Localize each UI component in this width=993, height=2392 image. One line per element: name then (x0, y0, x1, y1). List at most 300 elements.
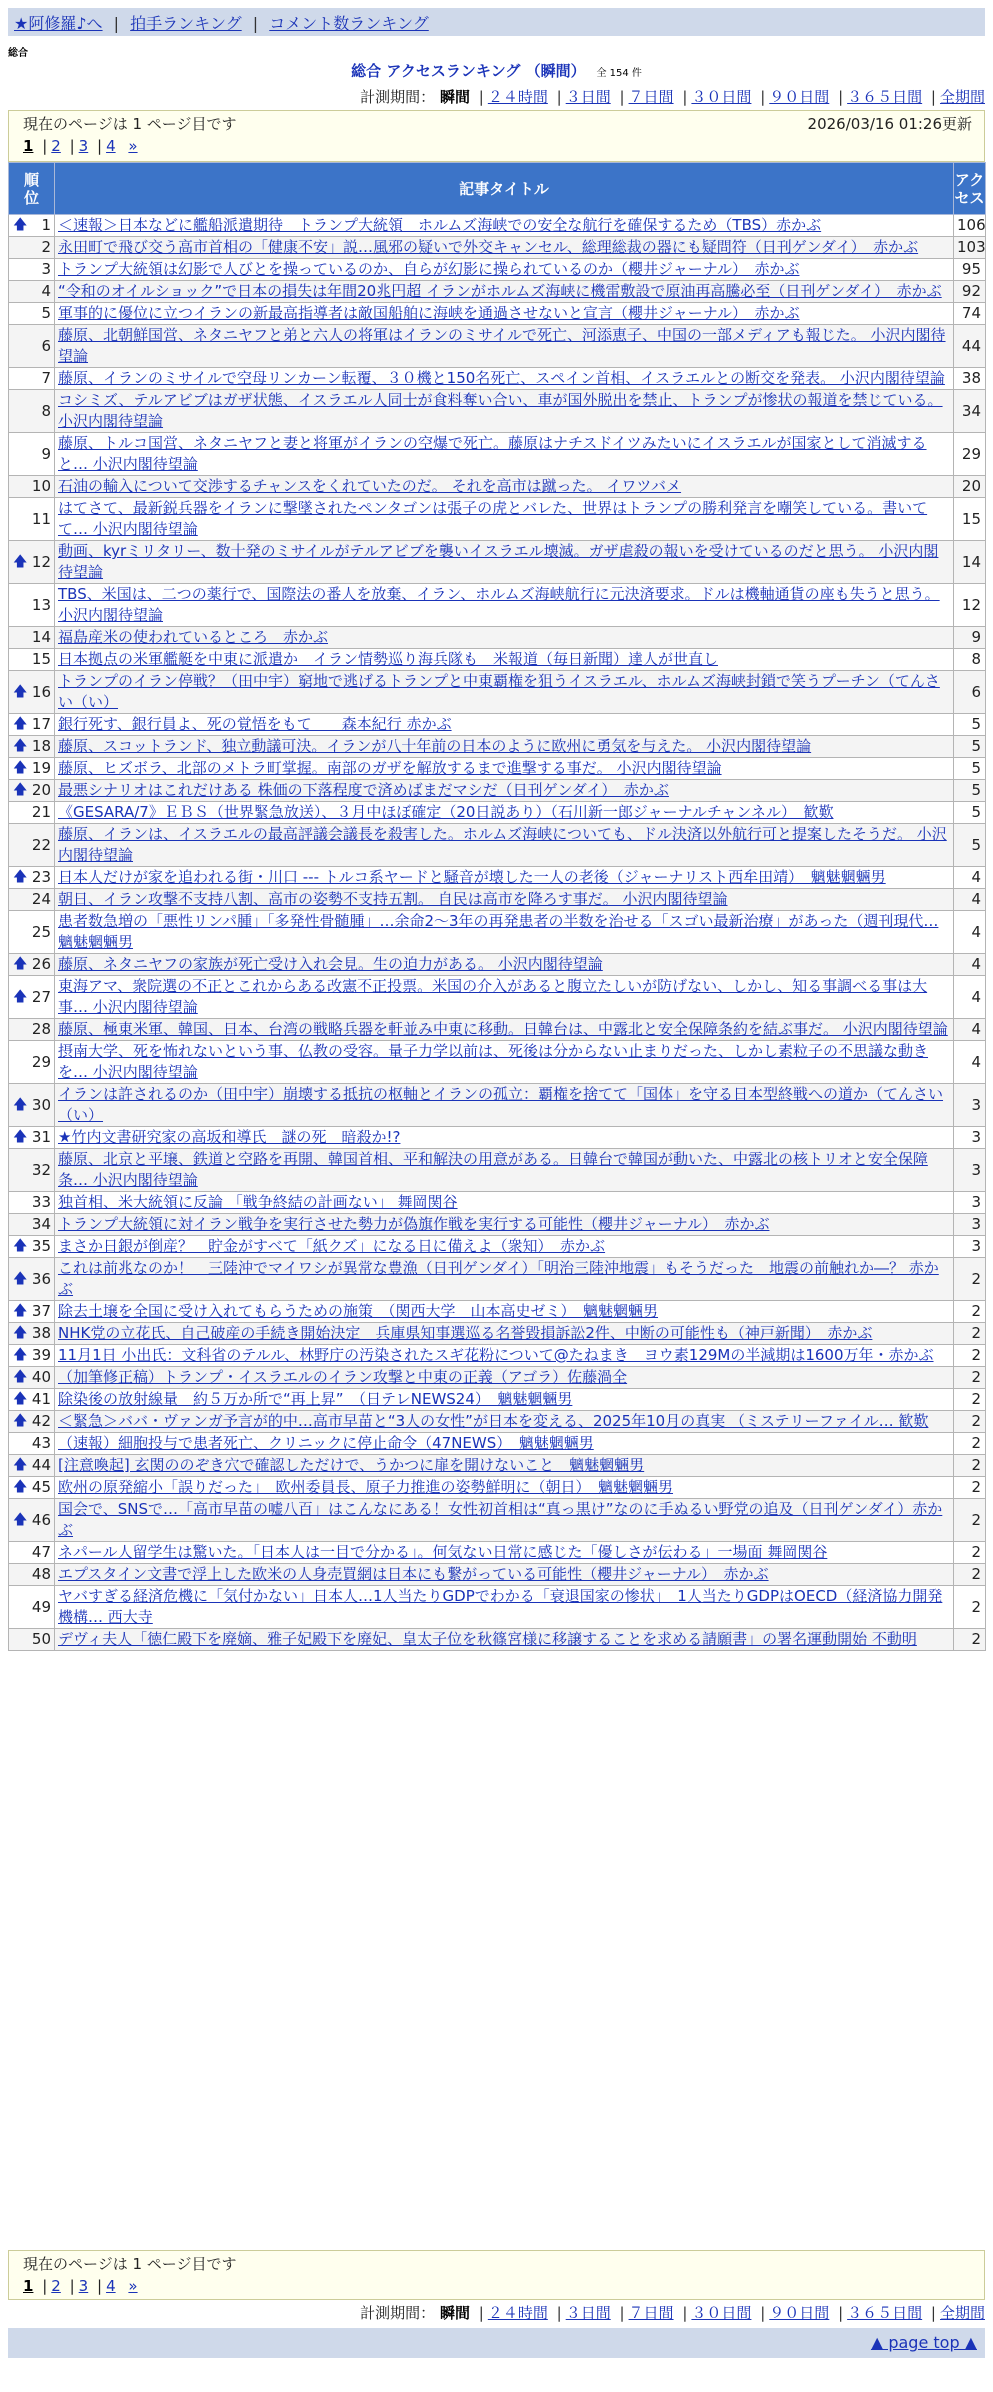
article-title-link[interactable]: 藤原、北京と平壌、鉄道と空路を再開、韓国首相、平和解決の用意がある。日韓台で韓国が動いた、中露北の核トリオと安全保障条… 小沢内閣待望論 (58, 1150, 928, 1189)
rank-cell (9, 976, 55, 1019)
clap-ranking-link[interactable]: 拍手ランキング (130, 14, 242, 33)
title-cell (55, 584, 954, 627)
article-title-link[interactable]: 軍事的に優位に立つイランの新最高指導者は敵国船舶に海峡を通過させないと宣言（櫻井ジャーナル） 赤かぶ (58, 304, 800, 322)
table-row (9, 1367, 986, 1389)
rank-cell (9, 736, 55, 758)
rank-cell (9, 303, 55, 325)
rank-cell (9, 627, 55, 649)
rank-cell (9, 1433, 55, 1455)
page-next-link[interactable]: » (128, 137, 138, 155)
rank-cell (9, 476, 55, 498)
table-row (9, 584, 986, 627)
page-link-2[interactable]: 2 (51, 137, 61, 155)
rank-number: 47 (31, 1543, 51, 1561)
rank-number: 30 (31, 1095, 51, 1114)
rank-number: 32 (31, 1160, 51, 1179)
rank-cell (9, 1192, 55, 1214)
arrow-up-icon: 🡅 (13, 1238, 28, 1254)
rank-number: 2 (41, 238, 51, 256)
access-count: 3 (954, 1149, 986, 1192)
table-row (9, 259, 986, 281)
rank-number: 45 (31, 1478, 51, 1496)
arrow-up-icon: 🡅 (13, 1096, 28, 1113)
title-cell (55, 215, 954, 237)
rank-cell (9, 259, 55, 281)
access-count: 44 (954, 325, 986, 368)
title-cell (55, 1019, 954, 1041)
table-row (9, 1477, 986, 1499)
table-row (9, 1323, 986, 1345)
access-count: 2 (954, 1258, 986, 1301)
table-row (9, 1564, 986, 1586)
article-title-link[interactable]: 永田町で飛び交う高市首相の「健康不安」説…風邪の疑いで外交キャンセル、総理総裁の器にも疑問符（日刊ゲンダイ） 赤かぶ (58, 238, 919, 256)
period-option-365d[interactable]: ３６５日間 (847, 88, 923, 106)
rank-cell (9, 368, 55, 390)
nav-separator: | (252, 14, 259, 33)
title-cell (55, 237, 954, 259)
article-title-link[interactable]: ネパール人留学生は驚いた。「日本人は一目で分かる」。何気ない日常に感じた「優しさが伝わる」一場面 舞岡関谷 (58, 1543, 828, 1561)
article-title-link[interactable]: 藤原、北朝鮮国営、ネタニヤフと弟と六人の将軍はイランのミサイルで死亡、河添恵子、中国の一部メディアも報じた。 小沢内閣待望論 (58, 326, 946, 365)
rank-number: 25 (31, 922, 51, 941)
rank-number: 20 (31, 781, 51, 799)
article-title-link[interactable]: 日本人だけが家を追われる街・川口 --- トルコ系ヤードと騒音が壊した一人の老後（ジャーナリスト西牟田靖） 魑魅魍魎男 (58, 868, 886, 886)
table-row (9, 736, 986, 758)
page-current: 1 (23, 137, 34, 155)
access-count: 5 (954, 824, 986, 867)
access-count: 2 (954, 1629, 986, 1651)
rank-number: 43 (31, 1434, 51, 1452)
period-option-90d[interactable]: ９０日間 (769, 88, 830, 106)
top-nav-bar (8, 8, 985, 36)
access-count: 14 (954, 541, 986, 584)
article-title-link[interactable]: ★竹内文書研究家の高坂和導氏 謎の死 暗殺か!? (58, 1128, 401, 1146)
table-row (9, 889, 986, 911)
article-title-link[interactable]: ＜速報＞日本などに艦船派遣期待 トランプ大統領 ホルムズ海峡での安全な航行を確保するため（TBS）赤かぶ (58, 216, 822, 234)
rank-cell (9, 390, 55, 433)
access-count: 106 (954, 215, 986, 237)
article-title-link[interactable]: トランプ大統領に対イラン戦争を実行させた勢力が偽旗作戦を実行する可能性（櫻井ジャーナル） 赤かぶ (58, 1215, 770, 1233)
rank-number: 1 (41, 216, 51, 234)
rank-cell (9, 1258, 55, 1301)
table-row (9, 1127, 986, 1149)
ranking-heading (0, 60, 993, 81)
rank-cell (9, 1542, 55, 1564)
title-cell (55, 303, 954, 325)
rank-number: 21 (31, 803, 51, 821)
article-title-link[interactable]: 国会で、SNSで…「高市早苗の嘘八百」はこんなにある！女性初首相は“真っ黒け”なのに手ぬるい野党の追及（日刊ゲンダイ）赤かぶ (58, 1500, 943, 1539)
access-count: 2 (954, 1499, 986, 1542)
table-row (9, 1041, 986, 1084)
header-rank: 順位 (9, 163, 55, 215)
access-count: 5 (954, 802, 986, 824)
table-row (9, 390, 986, 433)
arrow-up-icon: 🡅 (13, 1413, 28, 1429)
article-title-link[interactable]: 最悪シナリオはこれだけある 株価の下落程度で済めばまだマシだ（日刊ゲンダイ） 赤かぶ (58, 781, 669, 799)
access-count: 2 (954, 1367, 986, 1389)
access-count: 4 (954, 954, 986, 976)
access-count: 4 (954, 911, 986, 954)
home-link[interactable]: ★阿修羅♪へ (14, 14, 103, 33)
arrow-up-icon: 🡅 (13, 1511, 28, 1528)
period-option-30d[interactable]: ３０日間 (691, 88, 752, 106)
period-option-365d[interactable]: ３６５日間 (847, 2304, 923, 2322)
title-cell (55, 1389, 954, 1411)
table-row (9, 1301, 986, 1323)
arrow-up-icon: 🡅 (13, 1303, 28, 1319)
rank-cell (9, 541, 55, 584)
access-count: 2 (954, 1455, 986, 1477)
title-cell (55, 1084, 954, 1127)
article-title-link[interactable]: エプスタイン文書で浮上した欧米の人身売買網は日本にも繋がっている可能性（櫻井ジャーナル） 赤かぶ (58, 1565, 769, 1583)
access-count: 5 (954, 758, 986, 780)
title-cell (55, 889, 954, 911)
access-count: 4 (954, 889, 986, 911)
rank-number: 36 (31, 1269, 51, 1288)
arrow-up-icon: 🡅 (13, 988, 28, 1005)
arrow-up-icon: 🡅 (13, 1325, 28, 1341)
title-cell (55, 780, 954, 802)
article-title-link[interactable]: 藤原、スコットランド、独立動議可決。イランが八十年前の日本のように欧州に勇気を与えた。 小沢内閣待望論 (58, 737, 812, 755)
table-row (9, 1019, 986, 1041)
rank-cell (9, 889, 55, 911)
table-row (9, 237, 986, 259)
page-title: 総合 アクセスランキング （瞬間） (351, 62, 586, 80)
table-row (9, 303, 986, 325)
article-title-link[interactable]: 藤原、ヒズボラ、北部のメトラ町掌握。南部のガザを解放するまで進撃する事だ。 小沢内閣待望論 (58, 759, 722, 777)
article-title-link[interactable]: 患者数急増の「悪性リンパ腫」「多発性骨髄腫」…余命2～3年の再発患者の半数を治せる「スゴい最新治療」があった（週刊現代… 魑魅魍魎男 (58, 912, 939, 951)
title-cell (55, 1629, 954, 1651)
period-current: 瞬間 (439, 2304, 470, 2322)
table-row (9, 758, 986, 780)
article-title-link[interactable]: 藤原、イランは、イスラエルの最高評議会議長を殺害した。ホルムズ海峡についても、ドル決済以外航行可と提案したそうだ。 小沢内閣待望論 (58, 825, 947, 864)
title-cell (55, 498, 954, 541)
access-count: 2 (954, 1345, 986, 1367)
article-title-link[interactable]: 石油の輸入について交渉するチャンスをくれていたのだ。 それを高市は蹴った。 イワツバメ (58, 477, 682, 495)
access-count: 8 (954, 649, 986, 671)
table-row (9, 1084, 986, 1127)
table-row (9, 1214, 986, 1236)
table-row (9, 911, 986, 954)
arrow-up-icon: 🡅 (13, 1391, 28, 1407)
rank-number: 39 (31, 1346, 51, 1364)
article-title-link[interactable]: 11月1日 小出氏：文科省のテルル、林野庁の汚染されたスギ花粉について@たねまき ヨウ素129Mの半減期は1600万年・赤かぶ (58, 1346, 934, 1364)
page-link-4[interactable]: 4 (106, 137, 116, 155)
title-cell (55, 1323, 954, 1345)
arrow-up-icon: 🡅 (13, 683, 28, 700)
updated-timestamp: 2026/03/16 01:26更新 (807, 115, 972, 133)
period-option-90d[interactable]: ９０日間 (769, 2304, 830, 2322)
rank-cell (9, 1127, 55, 1149)
rank-cell (9, 1629, 55, 1651)
arrow-up-icon: 🡅 (13, 217, 28, 233)
table-row (9, 1411, 986, 1433)
access-count: 2 (954, 1301, 986, 1323)
rank-cell (9, 584, 55, 627)
title-cell (55, 476, 954, 498)
article-title-link[interactable]: NHK党の立花氏、自己破産の手続き開始決定 兵庫県知事選巡る名誉毀損訴訟2件、中断の可能性も（神戸新聞） 赤かぶ (58, 1324, 873, 1342)
access-count: 3 (954, 1192, 986, 1214)
pagination: 1 | 2 | 3 | 4 » (23, 137, 138, 155)
period-current: 瞬間 (439, 88, 470, 106)
access-count: 12 (954, 584, 986, 627)
article-title-link[interactable]: イランは許されるのか（田中宇）崩壊する抵抗の枢軸とイランの孤立：覇権を捨てて「国体」を守る日本型終戦への道か（てんさい（い） (58, 1085, 944, 1124)
article-title-link[interactable]: 藤原、ネタニヤフの家族が死亡受け入れ会見。生の迫力がある。 小沢内閣待望論 (58, 955, 603, 973)
table-row (9, 325, 986, 368)
rank-number: 7 (41, 369, 51, 387)
article-count: 全 154 件 (596, 68, 642, 79)
access-count: 34 (954, 390, 986, 433)
access-count: 38 (954, 368, 986, 390)
arrow-up-icon: 🡅 (13, 1369, 28, 1385)
access-count: 3 (954, 1084, 986, 1127)
access-count: 3 (954, 1236, 986, 1258)
title-cell (55, 714, 954, 736)
period-option-3d[interactable]: ３日間 (565, 88, 611, 106)
rank-number: 26 (31, 955, 51, 973)
table-row (9, 780, 986, 802)
rank-number: 4 (41, 282, 51, 300)
arrow-up-icon: 🡅 (13, 1270, 28, 1287)
rank-cell (9, 649, 55, 671)
access-count: 5 (954, 736, 986, 758)
article-title-link[interactable]: 藤原、極東米軍、韓国、日本、台湾の戦略兵器を軒並み中東に移動。日韓台は、中露北と安全保障条約を結ぶ事だ。 小沢内閣待望論 (58, 1020, 948, 1038)
article-title-link[interactable]: コシミズ、テルアビブはガザ状態、イスラエル人同士が食料奪い合い、車が国外脱出を禁止、トランプが惨状の報道を禁じている。 小沢内閣待望論 (58, 391, 943, 430)
rank-cell (9, 1455, 55, 1477)
table-row (9, 1433, 986, 1455)
page-link-4[interactable]: 4 (106, 2277, 116, 2295)
access-count: 74 (954, 303, 986, 325)
access-count: 92 (954, 281, 986, 303)
title-cell (55, 1586, 954, 1629)
rank-cell (9, 325, 55, 368)
title-cell (55, 758, 954, 780)
rank-number: 10 (31, 477, 51, 495)
rank-number: 8 (41, 401, 51, 420)
title-cell (55, 802, 954, 824)
arrow-up-icon: 🡅 (13, 1479, 28, 1495)
article-title-link[interactable]: 朝日、イラン攻撃不支持八割、高市の姿勢不支持五割。 自民は高市を降ろす事だ。 小沢内閣待望論 (58, 890, 728, 908)
arrow-up-icon: 🡅 (13, 1129, 28, 1145)
rank-cell (9, 1019, 55, 1041)
article-title-link[interactable]: デヴィ夫人「徳仁殿下を廃嫡、雅子妃殿下を廃妃、皇太子位を秋篠宮様に移譲することを求める請願書」の署名運動開始 不動明 (58, 1630, 917, 1648)
access-count: 103 (954, 237, 986, 259)
pagination: 1 | 2 | 3 | 4 » (23, 2277, 138, 2295)
access-count: 2 (954, 1389, 986, 1411)
header-access: アクセス (954, 163, 986, 215)
rank-cell (9, 1084, 55, 1127)
ranking-table-body (9, 215, 986, 1651)
arrow-up-icon: 🡅 (13, 956, 28, 972)
title-cell (55, 1149, 954, 1192)
period-option-24h[interactable]: ２４時間 (487, 2304, 548, 2322)
arrow-up-icon: 🡅 (13, 1457, 28, 1473)
rank-number: 41 (31, 1390, 51, 1408)
title-cell (55, 649, 954, 671)
header-title: 記事タイトル (55, 163, 954, 215)
rank-cell (9, 1301, 55, 1323)
period-option-all[interactable]: 全期間 (939, 2304, 985, 2322)
rank-number: 42 (31, 1412, 51, 1430)
table-row (9, 1345, 986, 1367)
rank-cell (9, 714, 55, 736)
ranking-table (8, 162, 986, 1651)
article-title-link[interactable]: 銀行死す、銀行員よ、死の覚悟をもて 森本紀行 赤かぶ (58, 715, 452, 733)
rank-number: 40 (31, 1368, 51, 1386)
table-row (9, 649, 986, 671)
rank-number: 24 (31, 890, 51, 908)
rank-number: 34 (31, 1215, 51, 1233)
period-label: 計測期間： (360, 88, 436, 106)
rank-cell (9, 1564, 55, 1586)
page-next-link[interactable]: » (128, 2277, 138, 2295)
rank-cell (9, 498, 55, 541)
title-cell (55, 281, 954, 303)
article-title-link[interactable]: 東海アマ、衆院選の不正とこれからある改憲不正投票。米国の介入があると腹立たしいが防げない、しかし、知る事調べる事は大事… 小沢内閣待望論 (58, 977, 928, 1016)
rank-number: 5 (41, 304, 51, 322)
title-cell (55, 368, 954, 390)
rank-cell (9, 1323, 55, 1345)
rank-cell (9, 1367, 55, 1389)
article-title-link[interactable]: 独首相、米大統領に反論 「戦争終結の計画ない」 舞岡関谷 (58, 1193, 458, 1211)
table-row (9, 976, 986, 1019)
period-option-3d[interactable]: ３日間 (565, 2304, 611, 2322)
rank-number: 6 (41, 336, 51, 355)
arrow-up-icon: 🡅 (13, 1347, 28, 1363)
rank-number: 16 (31, 682, 51, 701)
table-row (9, 1542, 986, 1564)
title-cell (55, 1367, 954, 1389)
page-link-3[interactable]: 3 (78, 137, 89, 155)
arrow-up-icon: 🡅 (13, 738, 28, 754)
access-count: 20 (954, 476, 986, 498)
article-title-link[interactable]: TBS、米国は、二つの薬行で、国際法の番人を放棄、イラン、ホルムズ海峡航行に元決済要求。ドルは機軸通貨の座も失うと思う。 小沢内閣待望論 (58, 585, 940, 624)
access-count: 29 (954, 433, 986, 476)
rank-cell (9, 433, 55, 476)
comment-ranking-link[interactable]: コメント数ランキング (269, 14, 429, 33)
rank-number: 29 (31, 1052, 51, 1071)
rank-number: 17 (31, 715, 51, 733)
article-title-link[interactable]: 《GESARA/7》ＥＢＳ（世界緊急放送）、３月中ほぼ確定（20日説あり）（石川新一郎ジャーナルチャンネル） 歓歎 (58, 803, 834, 821)
article-title-link[interactable]: 藤原、トルコ国営、ネタニヤフと妻と将軍がイランの空爆で死亡。藤原はナチスドイツみたいにイスラエルが国家として消滅すると… 小沢内閣待望論 (58, 434, 927, 473)
title-cell (55, 627, 954, 649)
table-row (9, 433, 986, 476)
access-count: 4 (954, 1041, 986, 1084)
article-title-link[interactable]: 日本拠点の米軍艦艇を中東に派遣か イラン情勢巡り海兵隊も 米報道（毎日新聞）達人が世直し (58, 650, 719, 668)
access-count: 5 (954, 714, 986, 736)
rank-number: 22 (31, 835, 51, 854)
table-row (9, 824, 986, 867)
rank-number: 19 (31, 759, 51, 777)
rank-number: 3 (41, 260, 51, 278)
rank-cell (9, 758, 55, 780)
table-row (9, 368, 986, 390)
category-label: 総合 (8, 48, 28, 59)
rank-cell (9, 1477, 55, 1499)
article-title-link[interactable]: はてさて、最新鋭兵器をイランに撃墜されたペンタゴンは張子の虎とバレた、世界はトランプの勝利発言を嘲笑している。書いてて… 小沢内閣待望論 (58, 499, 928, 538)
table-header-row (9, 163, 986, 215)
table-row (9, 1192, 986, 1214)
bottom-bar (8, 2328, 985, 2358)
access-count: 2 (954, 1564, 986, 1586)
table-row (9, 1258, 986, 1301)
rank-cell (9, 237, 55, 259)
rank-cell (9, 1041, 55, 1084)
title-cell (55, 433, 954, 476)
article-title-link[interactable]: まさか日銀が倒産？ 貯金がすべて「紙クズ」になる日に備えよ（衆知） 赤かぶ (58, 1237, 606, 1255)
article-title-link[interactable]: ＜緊急＞ババ・ヴァンガ予言が的中…高市早苗と“3人の女性”が日本を変える、2025年10月の真実 （ミステリーファイル… 歓歎 (58, 1412, 929, 1430)
article-title-link[interactable]: 除去土壌を全国に受け入れてもらうための施策 （関西大学 山本高史ゼミ） 魑魅魍魎男 (58, 1302, 659, 1320)
rank-cell (9, 1411, 55, 1433)
article-title-link[interactable]: “令和のオイルショック”で日本の損失は年間20兆円超 イランがホルムズ海峡に機雷敷設で原油再高騰必至（日刊ゲンダイ） 赤かぶ (58, 282, 942, 300)
article-title-link[interactable]: （速報）細胞投与で患者死亡、クリニックに停止命令（47NEWS） 魑魅魍魎男 (58, 1434, 594, 1452)
period-option-7d[interactable]: ７日間 (628, 88, 674, 106)
title-cell (55, 1214, 954, 1236)
title-cell (55, 671, 954, 714)
period-option-7d[interactable]: ７日間 (628, 2304, 674, 2322)
table-row (9, 1389, 986, 1411)
rank-number: 27 (31, 987, 51, 1006)
article-title-link[interactable]: ヤバすぎる経済危機に「気付かない」日本人…1人当たりGDPでわかる「衰退国家の惨状」 1人当たりGDPはOECD（経済協力開発機構… 西大寺 (58, 1587, 943, 1626)
page-link-3[interactable]: 3 (78, 2277, 89, 2295)
rank-number: 11 (31, 509, 51, 528)
current-page-text: 現在のページは 1 ページ目です (23, 115, 237, 133)
pager-bottom (8, 2250, 985, 2300)
rank-number: 35 (31, 1237, 51, 1255)
title-cell (55, 976, 954, 1019)
article-title-link[interactable]: 除染後の放射線量 約５万か所で“再上昇” （日テレNEWS24） 魑魅魍魎男 (58, 1390, 573, 1408)
arrow-up-icon: 🡅 (13, 553, 28, 570)
title-cell (55, 1564, 954, 1586)
title-cell (55, 541, 954, 584)
table-row (9, 671, 986, 714)
article-title-link[interactable]: 動画、kyrミリタリー、数十発のミサイルがテルアビブを襲いイスラエル壊滅。ガザ虐殺の報いを受けているのだと思う。 小沢内閣待望論 (58, 542, 939, 581)
article-title-link[interactable]: トランプ大統領は幻影で人びとを操っているのか、自らが幻影に操られているのか（櫻井ジャーナル） 赤かぶ (58, 260, 800, 278)
article-title-link[interactable]: 摂南大学、死を怖れないという事、仏教の受容。量子力学以前は、死後は分からない止まりだった、しかし素粒子の不思議な動きを… 小沢内閣待望論 (58, 1042, 929, 1081)
article-title-link[interactable]: トランプのイラン停戦？（田中宇）窮地で逃げるトランプと中東覇権を狙うイスラエル、ホルムズ海峡封鎖で笑うプーチン（てんさい（い） (58, 672, 940, 711)
table-row (9, 1586, 986, 1629)
table-row (9, 215, 986, 237)
rank-cell (9, 1389, 55, 1411)
table-row (9, 1629, 986, 1651)
article-title-link[interactable]: 福島産米の使われているところ 赤かぶ (58, 628, 329, 646)
pager-top (8, 110, 985, 162)
title-cell (55, 1258, 954, 1301)
period-selector-top: 計測期間： 瞬間 | ２４時間 | ３日間 | ７日間 | ３０日間 | ９０日間 | ３６５日間 | 全期間 (360, 88, 985, 106)
rank-cell (9, 1499, 55, 1542)
title-cell (55, 1041, 954, 1084)
article-title-link[interactable]: 欧州の原発縮小「誤りだった」 欧州委員長、原子力推進の姿勢鮮明に（朝日） 魑魅魍魎男 (58, 1478, 674, 1496)
article-title-link[interactable]: （加筆修正稿）トランプ・イスラエルのイラン攻撃と中東の正義（アゴラ）佐藤渦全 (58, 1368, 628, 1386)
period-option-30d[interactable]: ３０日間 (691, 2304, 752, 2322)
table-row (9, 714, 986, 736)
article-title-link[interactable]: これは前兆なのか！ 三陸沖でマイワシが異常な豊漁（日刊ゲンダイ）「明治三陸沖地震」もそうだった 地震の前触れか―？ 赤かぶ (58, 1259, 939, 1298)
period-label: 計測期間： (360, 2304, 436, 2322)
rank-cell (9, 954, 55, 976)
table-row (9, 281, 986, 303)
page-top-link[interactable]: ▲ page top ▲ (870, 2333, 977, 2352)
period-option-all[interactable]: 全期間 (939, 88, 985, 106)
table-row (9, 1149, 986, 1192)
page-link-2[interactable]: 2 (51, 2277, 61, 2295)
title-cell (55, 1411, 954, 1433)
title-cell (55, 1433, 954, 1455)
article-title-link[interactable]: 藤原、イランのミサイルで空母リンカーン転覆、３０機と150名死亡、スペイン首相、イスラエルとの断交を発表。 小沢内閣待望論 (58, 369, 945, 387)
rank-cell (9, 215, 55, 237)
title-cell (55, 954, 954, 976)
table-row (9, 627, 986, 649)
article-title-link[interactable]: [注意喚起] 玄関ののぞき穴で確認しただけで、うかつに扉を開けないこと 魑魅魍魎男 (58, 1456, 645, 1474)
period-option-24h[interactable]: ２４時間 (487, 88, 548, 106)
